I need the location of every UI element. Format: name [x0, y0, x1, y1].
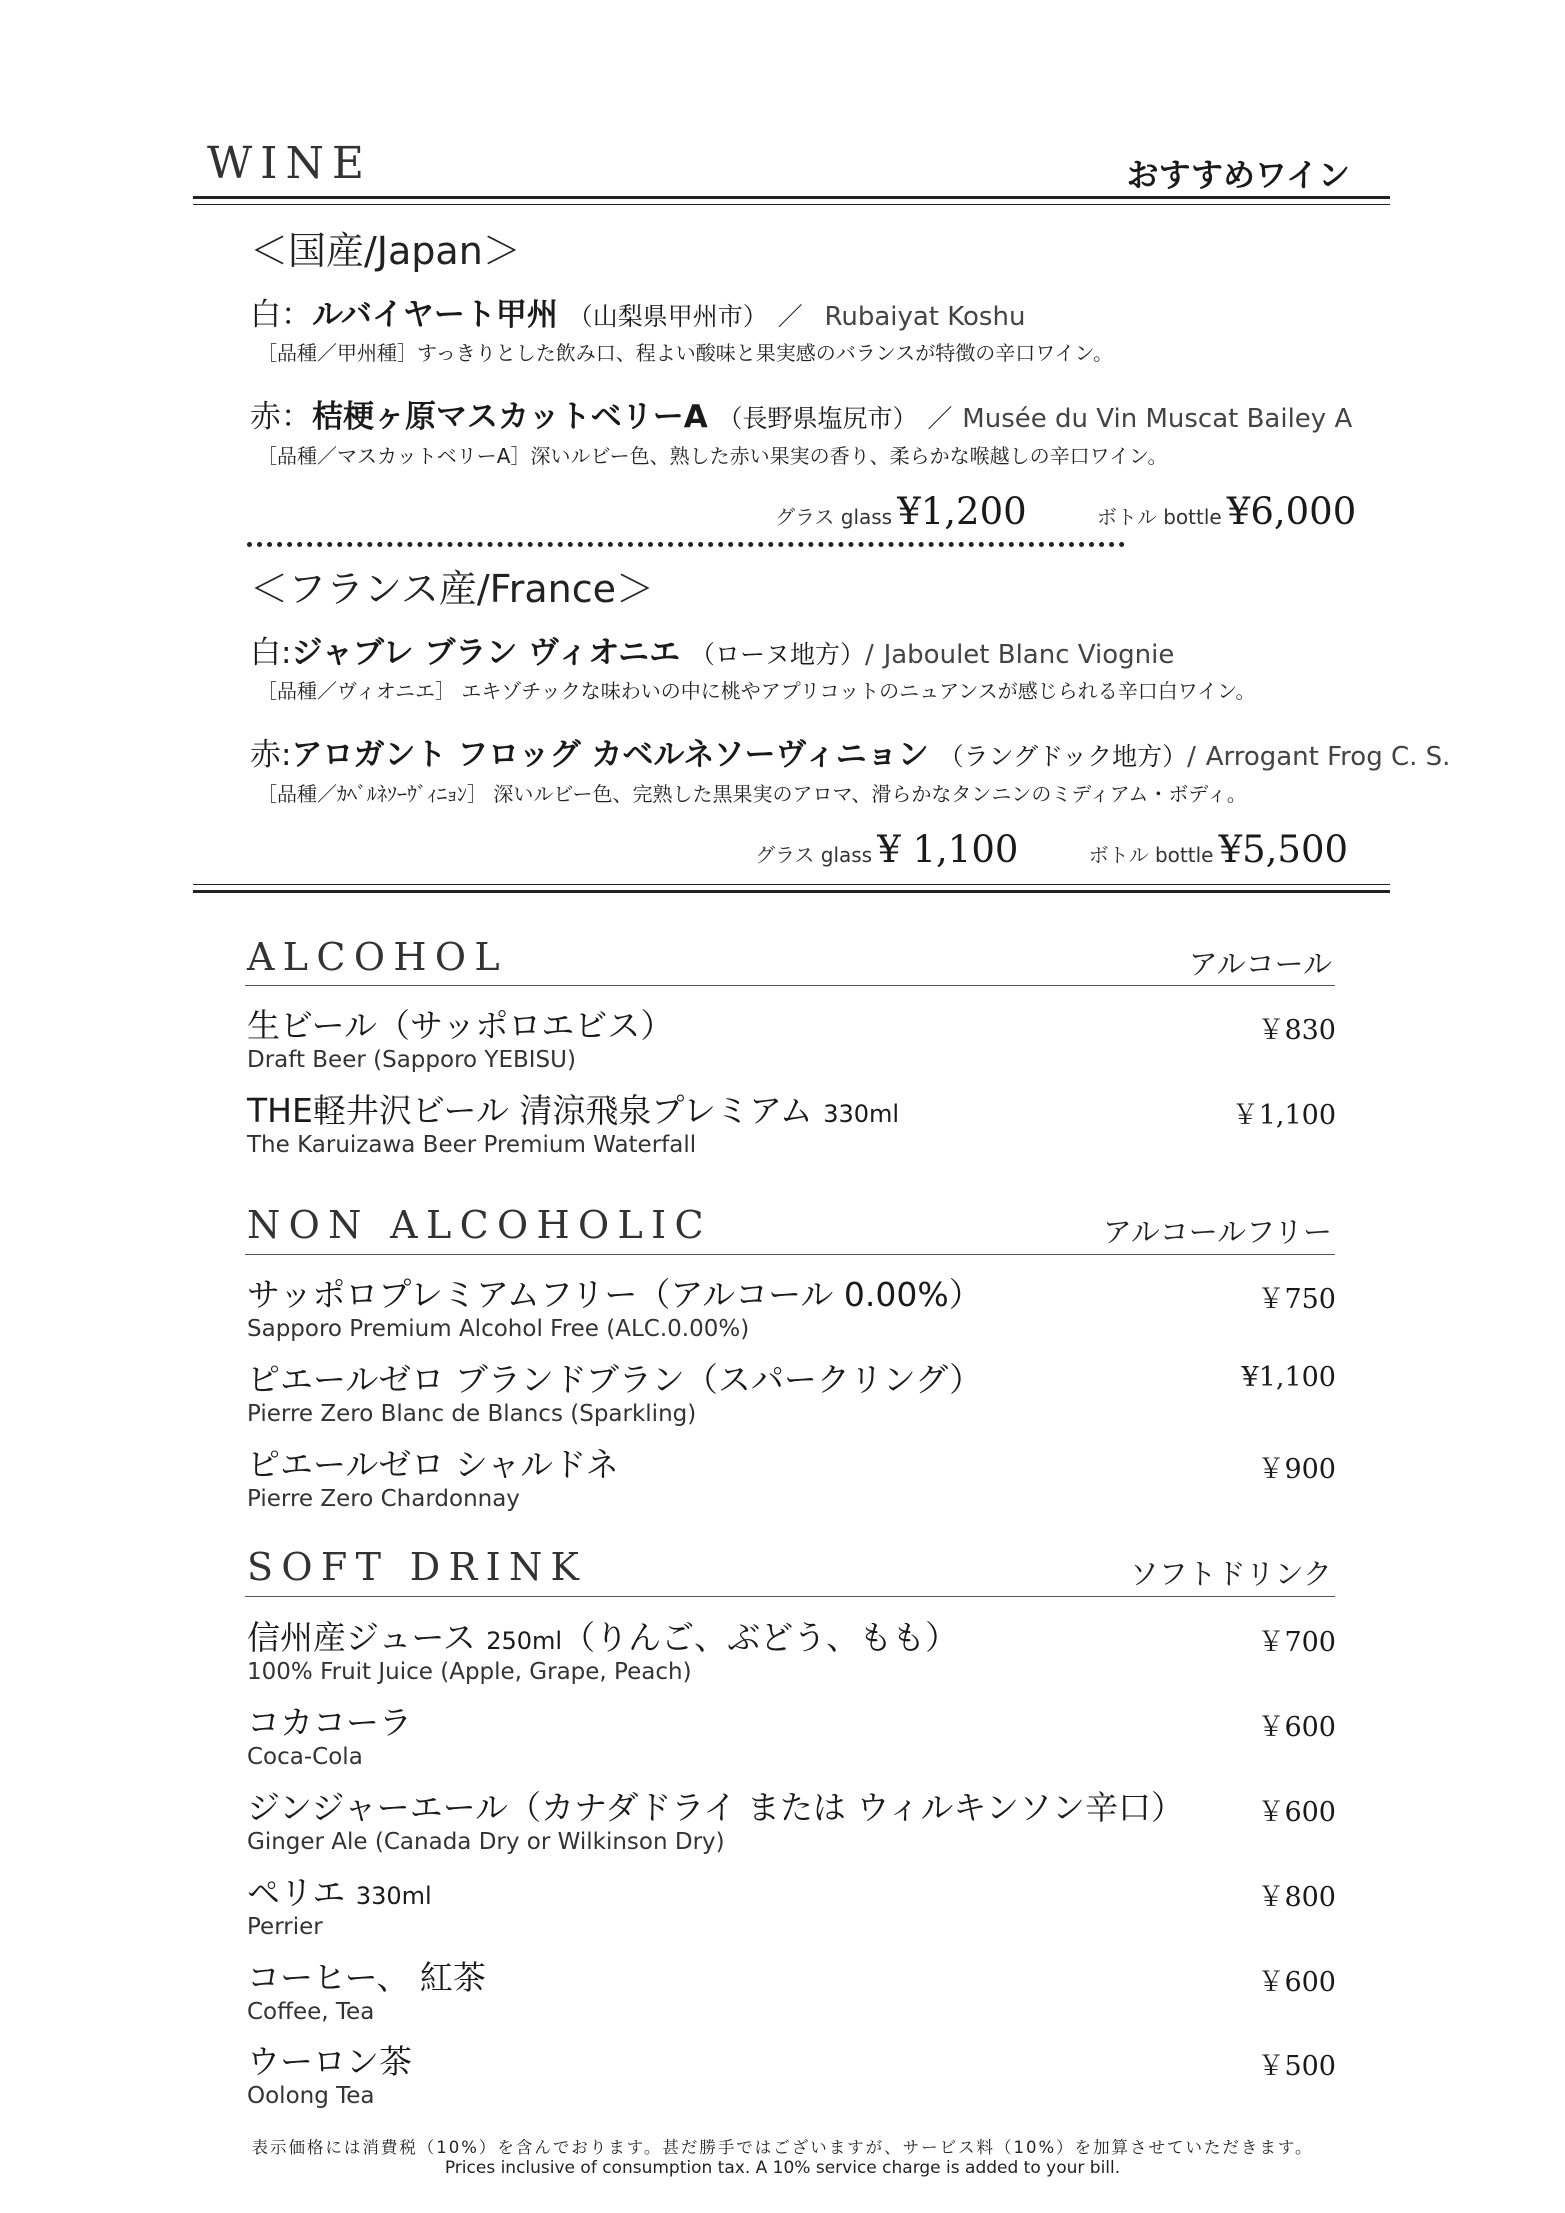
wine-separator: ／	[777, 302, 803, 331]
non-alcoholic-section-rule	[245, 1254, 1335, 1255]
wine-description: ［品種／ヴィオニエ］ エキゾチックな味わいの中に桃やアプリコットのニュアンスが感じられる辛口白ワイン。	[257, 679, 1256, 703]
item-name-jp: THE軽井沢ビール 清涼飛泉プレミアム	[247, 1091, 813, 1130]
item-name-jp: コーヒー、 紅茶	[247, 1958, 486, 1997]
tax-note-jp: 表示価格には消費税（10%）を含んでおります。甚だ勝手ではございますが、サービス料（10%）を加算させていただきます。	[251, 2138, 1314, 2157]
item-name-jp: コカコーラ	[247, 1703, 412, 1742]
wine-color-label: 赤:	[250, 737, 292, 773]
wine-color-label: 赤：	[250, 399, 312, 435]
non-alcoholic-section-title: NON ALCOHOLIC	[247, 1203, 712, 1247]
item-name-en: Pierre Zero Blanc de Blancs (Sparkling)	[247, 1401, 697, 1427]
wine-top-rule-thin	[193, 204, 1390, 205]
menu-item	[247, 1782, 1184, 1855]
wine-name-en: Arrogant Frog C. S.	[1205, 742, 1451, 772]
wine-section-title: WINE	[207, 138, 372, 189]
wine-top-rule-thick	[193, 196, 1390, 199]
item-name-jp: ピエールゼロ ブランドブラン（スパークリング）	[247, 1360, 983, 1399]
wine-france-red	[250, 729, 1450, 774]
wine-section-subtitle: おすすめワイン	[1126, 156, 1350, 194]
soft-drink-section-rule	[245, 1596, 1335, 1597]
item-name-en: Draft Beer (Sapporo YEBISU)	[247, 1047, 576, 1073]
wine-separator: /	[1187, 742, 1196, 772]
item-name-en: Oolong Tea	[247, 2083, 375, 2109]
item-volume: 330ml	[823, 1100, 900, 1128]
item-name-en: Coffee, Tea	[247, 1999, 375, 2025]
menu-item	[247, 1867, 432, 1940]
wine-bottom-rule-thin	[193, 884, 1390, 885]
item-price: ￥750	[1257, 1284, 1336, 1315]
menu-item	[247, 1269, 982, 1342]
menu-item	[247, 1612, 958, 1685]
item-volume: 250ml	[486, 1627, 563, 1655]
wine-separator: ／	[927, 404, 953, 433]
item-price: ￥600	[1257, 1797, 1336, 1828]
glass-price: ¥ 1,100	[877, 828, 1019, 871]
wine-japan-white	[250, 289, 1025, 334]
wine-color-label: 白:	[250, 635, 292, 671]
item-price: ￥830	[1257, 1015, 1336, 1046]
item-name-jp: ジンジャーエール（カナダドライ または ウィルキンソン辛口）	[247, 1788, 1185, 1827]
alcohol-section-rule	[245, 985, 1335, 986]
wine-france-white	[250, 627, 1174, 672]
menu-item	[247, 1000, 673, 1073]
item-name-en: 100% Fruit Juice (Apple, Grape, Peach)	[247, 1659, 692, 1685]
wine-color-label: 白：	[250, 297, 312, 333]
soft-drink-section-subtitle: ソフトドリンク	[1129, 1557, 1332, 1591]
item-name-en: Pierre Zero Chardonnay	[247, 1486, 520, 1512]
item-name-jp: ペリエ	[247, 1873, 346, 1912]
item-price: ￥500	[1257, 2051, 1336, 2082]
item-price: ￥1,100	[1231, 1100, 1336, 1131]
item-name-jp: ウーロン茶	[247, 2042, 412, 2081]
tax-note-en: Prices inclusive of consumption tax. A 10% service charge is added to your bill.	[444, 2158, 1121, 2178]
non-alcoholic-section-subtitle: アルコールフリー	[1102, 1215, 1332, 1249]
region-france: ＜フランス産/France＞	[250, 567, 655, 611]
wine-name-en: Jaboulet Blanc Viognie	[883, 640, 1175, 670]
glass-label: グラス glass	[755, 843, 873, 867]
bottle-label: ボトル bottle	[1096, 505, 1222, 529]
wine-bottom-rule-thick	[193, 890, 1390, 893]
item-name-jp: 信州産ジュース	[247, 1618, 476, 1657]
region-japan: ＜国産/Japan＞	[250, 229, 521, 273]
menu-item	[247, 1354, 982, 1427]
menu-item	[247, 1085, 899, 1158]
wine-description: ［品種／ｶﾍﾞﾙﾈｿｰｳﾞｨﾆｮﾝ］ 深いルビー色、完熟した黒果実のアロマ、滑らかなタンニンのミディアム・ボディ。	[257, 782, 1247, 806]
glass-label: グラス glass	[775, 505, 893, 529]
item-price: ￥800	[1257, 1882, 1336, 1913]
menu-item	[247, 1697, 412, 1770]
wine-name-jp: 桔梗ヶ原マスカットベリーA	[312, 399, 708, 435]
item-name-en: Perrier	[247, 1914, 323, 1940]
dotted-divider	[247, 542, 1125, 547]
menu-item	[247, 1439, 619, 1512]
bottle-price: ¥6,000	[1226, 490, 1357, 533]
menu-item	[247, 2036, 412, 2109]
alcohol-section-subtitle: アルコール	[1188, 947, 1332, 981]
glass-price: ¥1,200	[897, 490, 1027, 533]
menu-item	[247, 1952, 486, 2025]
item-price: ￥900	[1257, 1454, 1336, 1485]
wine-name-en: Rubaiyat Koshu	[824, 302, 1026, 332]
france-price-row	[755, 828, 1348, 871]
soft-drink-section-title: SOFT DRINK	[247, 1545, 588, 1589]
wine-separator: /	[864, 640, 874, 670]
wine-japan-red	[250, 391, 1352, 436]
item-price: ￥600	[1257, 1967, 1336, 1998]
item-name-en: Ginger Ale (Canada Dry or Wilkinson Dry)	[247, 1829, 725, 1855]
bottle-price: ¥5,500	[1218, 828, 1349, 871]
item-price: ￥600	[1257, 1712, 1336, 1743]
wine-name-jp: ルバイヤート甲州	[312, 297, 558, 333]
item-volume: 330ml	[355, 1882, 432, 1910]
item-name-en: The Karuizawa Beer Premium Waterfall	[247, 1132, 697, 1158]
item-name-en: Sapporo Premium Alcohol Free (ALC.0.00%)	[247, 1316, 750, 1342]
item-name-en: Coca-Cola	[247, 1744, 363, 1770]
item-name-jp: 生ビール（サッポロエビス）	[247, 1006, 674, 1045]
wine-description: ［品種／甲州種］すっきりとした飲み口、程よい酸味と果実感のバランスが特徴の辛口ワイン。	[257, 341, 1113, 365]
wine-name-jp: アロガント フロッグ カベルネソーヴィニョン	[291, 737, 929, 773]
wine-name-en: Musée du Vin Muscat Bailey A	[962, 404, 1353, 434]
item-price: ¥1,100	[1241, 1362, 1336, 1393]
bottle-label: ボトル bottle	[1088, 843, 1214, 867]
item-name-jp: サッポロプレミアムフリー（アルコール 0.00%）	[247, 1275, 982, 1314]
japan-price-row	[775, 490, 1356, 533]
wine-description: ［品種／マスカットベリーA］深いルビー色、熟した赤い果実の香り、柔らかな喉越しの辛口ワイン。	[257, 444, 1168, 468]
wine-origin: （ローヌ地方）	[689, 640, 865, 669]
alcohol-section-title: ALCOHOL	[247, 935, 508, 979]
wine-name-jp: ジャブレ ブラン ヴィオニエ	[291, 635, 681, 671]
item-name-jp-suffix: （りんご、ぶどう、もも）	[562, 1618, 959, 1657]
wine-origin: （山梨県甲州市）	[567, 302, 768, 331]
item-price: ￥700	[1257, 1627, 1336, 1658]
wine-origin: （長野県塩尻市）	[717, 404, 918, 433]
item-name-jp: ピエールゼロ シャルドネ	[247, 1445, 619, 1484]
wine-origin: （ラングドック地方）	[938, 742, 1188, 771]
